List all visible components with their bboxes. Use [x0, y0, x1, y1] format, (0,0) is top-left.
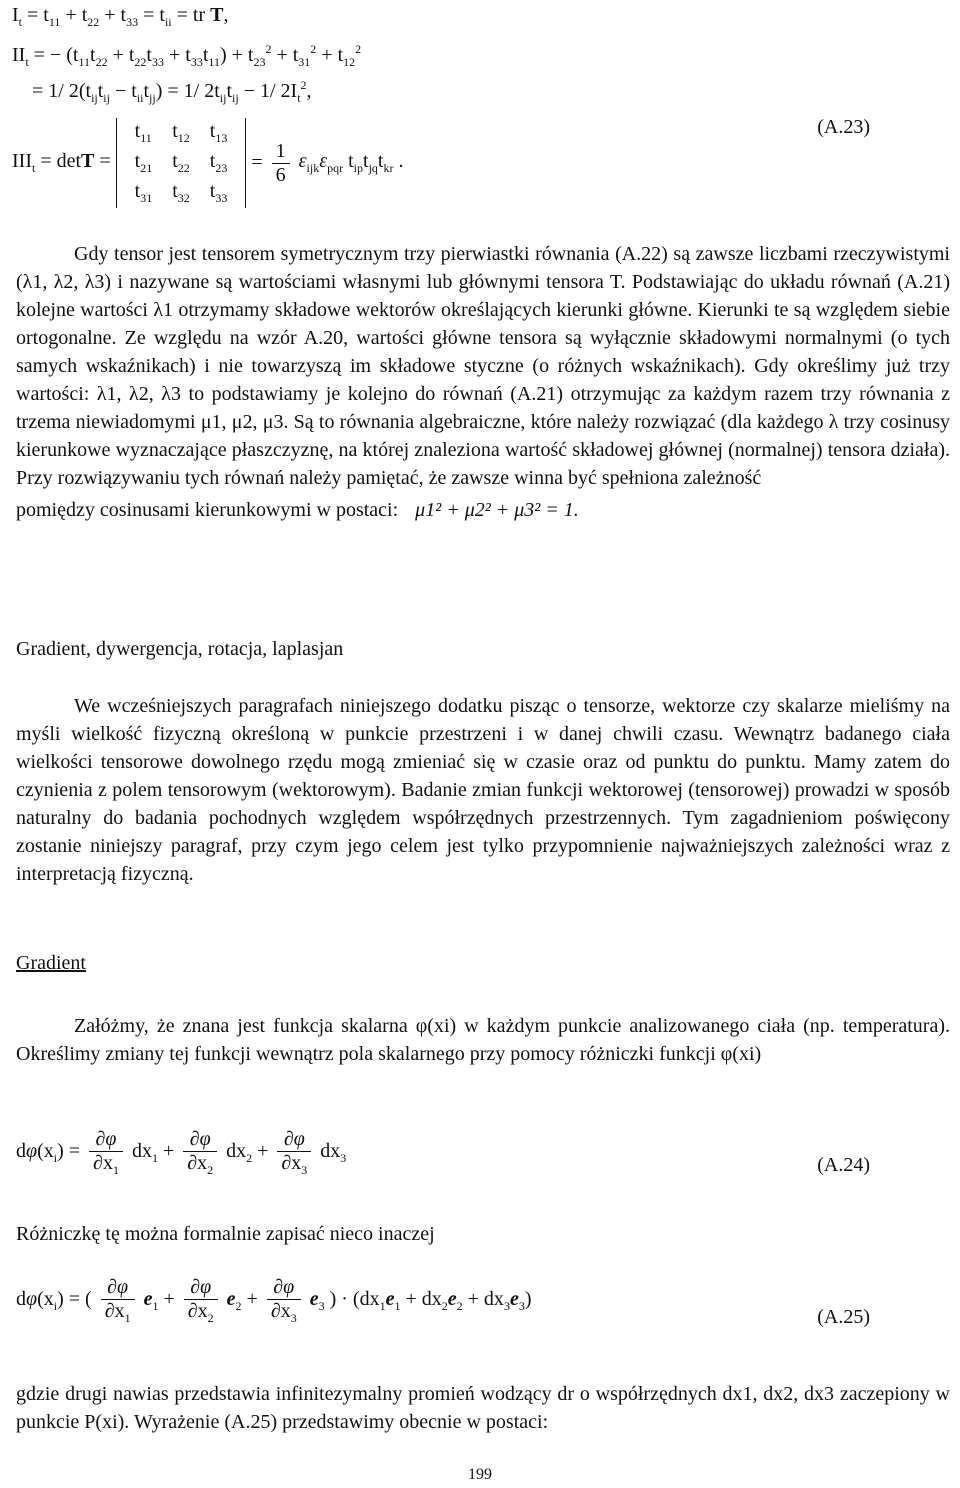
paragraph-eigenvalues: [16, 240, 950, 524]
determinant-matrix: $t_{11}$ $t_{12}$ $t_{13}$ $t_{21}$ $t_{22}$ $t_{23}$ $t_{31}$ $t_{32}$ $t_{33}$: [116, 118, 247, 208]
paragraph-text: Załóżmy, że znana jest funkcja skalarna φ(xi) w każdym punkcie analizowanego ciała (np. temperatura). Określimy zmiany tej funkcji wewnątrz pola skalarnego przy pomocy różniczki funkcji φ(xi): [16, 1015, 950, 1065]
paragraph-position-vector: [16, 1380, 950, 1436]
page-number: 199: [468, 1466, 492, 1483]
equation-a23-line3: = 1/ $2(t_{ij}t_{ij} - t_{ii}t_{jj}) = 1/$ $2t_{ij}t_{ij} - 1/$ $2I_t^2$,: [32, 78, 312, 105]
equation-a23-line4: $III_t = \det T$ = $t_{11}$ $t_{12}$ $t_{13}$ $t_{21}$ $t_{22}$ $t_{23}$ $t_{31}$ $t_{32}$ $t_{33}$ = $\frac{1}{6}$ $\varepsilon_{ijk}\varepsilon_{pqr}$ $t_{ip}t_{jq}t_{kr}$ .: [12, 118, 403, 208]
paragraph-fields: [16, 692, 950, 888]
paragraph-text: Różniczkę tę można formalnie zapisać nieco inaczej: [16, 1223, 435, 1245]
equation-a24: $d\varphi(x_i)$ = $\frac{\partial\varphi}{\partial x_1}$ $dx_1$ + $\frac{\partial\varphi}{\partial x_2}$ $dx_2$ + $\frac{\partial\varphi}{\partial x_3}$ $dx_3$: [16, 1128, 347, 1177]
paragraph-scalar-function: [16, 1012, 950, 1068]
cosine-identity-equation: μ1² + μ2² + μ3² = 1.: [415, 499, 579, 521]
paragraph-text: gdzie drugi nawias przedstawia infinitezymalny promień wodzący dr o współrzędnych dx1, dx2, dx3 zaczepiony w punkcie P(xi). Wyrażenie (A.25) przedstawimy obecnie w postaci:: [16, 1383, 950, 1433]
equation-number-a25: (A.25): [817, 1306, 870, 1328]
equation-number-a24: (A.24): [817, 1154, 870, 1176]
equation-a23-line1: $I_t = t_{11} + t_{22} + t_{33} = t_{ii}$ = tr T,: [12, 4, 229, 29]
subsection-heading: Gradient: [16, 952, 86, 974]
equation-a25: $d\varphi(x_i)$ = ( $\frac{\partial\varphi}{\partial x_1}$ $e_1$ + $\frac{\partial\varphi}{\partial x_2}$ $e_2$ + $\frac{\partial\varphi}{\partial x_3}$ $e_3$ ) · $(dx_1e_1 + dx_2e_2 + dx_3e_3)$: [16, 1276, 532, 1325]
paragraph-differential: [16, 1220, 950, 1248]
section-heading: Gradient, dywergencja, rotacja, laplasjan: [16, 638, 344, 660]
paragraph-text: Gdy tensor jest tensorem symetrycznym trzy pierwiastki równania (A.22) są zawsze liczbami rzeczywistymi (λ1, λ2, λ3) i nazywane są wartościami własnymi lub głównymi tensora T. Podstawiając do układu równań (A.21) kolejne wartości λ1 otrzymamy składowe wektorów określających kierunki główne. Kierunki te są względem siebie ortogonalne. Ze względu na wzór A.20, wartości główne tensora są wyłącznie składowymi normalnymi (o tych samych wskaźnikach) i nie towarzyszą im składowe styczne (o różnych wskaźnikach). Gdy określimy już trzy wartości: λ1, λ2, λ3 to podstawiamy je kolejno do równań (A.21) otrzymując za każdym razem trzy równania z trzema niewiadomymi μ1, μ2, μ3. Są to równania algebraiczne, które należy rozwiązać (dla każdego λ trzy cosinusy kierunkowe wyznaczające płaszczyznę, na której znaleziona wartość składowej głównej (normalnej) tensora działa). Przy rozwiązywaniu tych równań należy pamiętać, że zawsze winna być spełniona zależność: [16, 243, 950, 489]
paragraph-text: We wcześniejszych paragrafach niniejszego dodatku pisząc o tensorze, wektorze czy skalarze mieliśmy na myśli wielkość fizyczną określoną w punkcie przestrzeni i w danej chwili czasu. Wewnątrz badanego ciała wielkości tensorowe dowolnego rzędu mogą zmieniać się w czasie oraz od punktu do punktu. Mamy zatem do czynienia z polem tensorowym (wektorowym). Badanie zmian funkcji wektorowej (tensorowej) prowadzi w sposób naturalny do badania pochodnych względem współrzędnych przestrzennych. Tym zagadnieniom poświęcony zostanie niniejszy paragraf, przy czym jego celem jest tylko przypomnienie najważniejszych zależności wraz z interpretacją fizyczną.: [16, 695, 950, 885]
paragraph-text-last-line: pomiędzy cosinusami kierunkowymi w postaci:: [16, 499, 399, 521]
equation-a23-line2: $II_t$ = − $(t_{11}t_{22} + t_{22}t_{33} + t_{33}t_{11}) + t_{23}^2 + t_{31}^2 + t_{12}^2$: [12, 42, 362, 69]
equation-number-a23: (A.23): [817, 116, 870, 138]
